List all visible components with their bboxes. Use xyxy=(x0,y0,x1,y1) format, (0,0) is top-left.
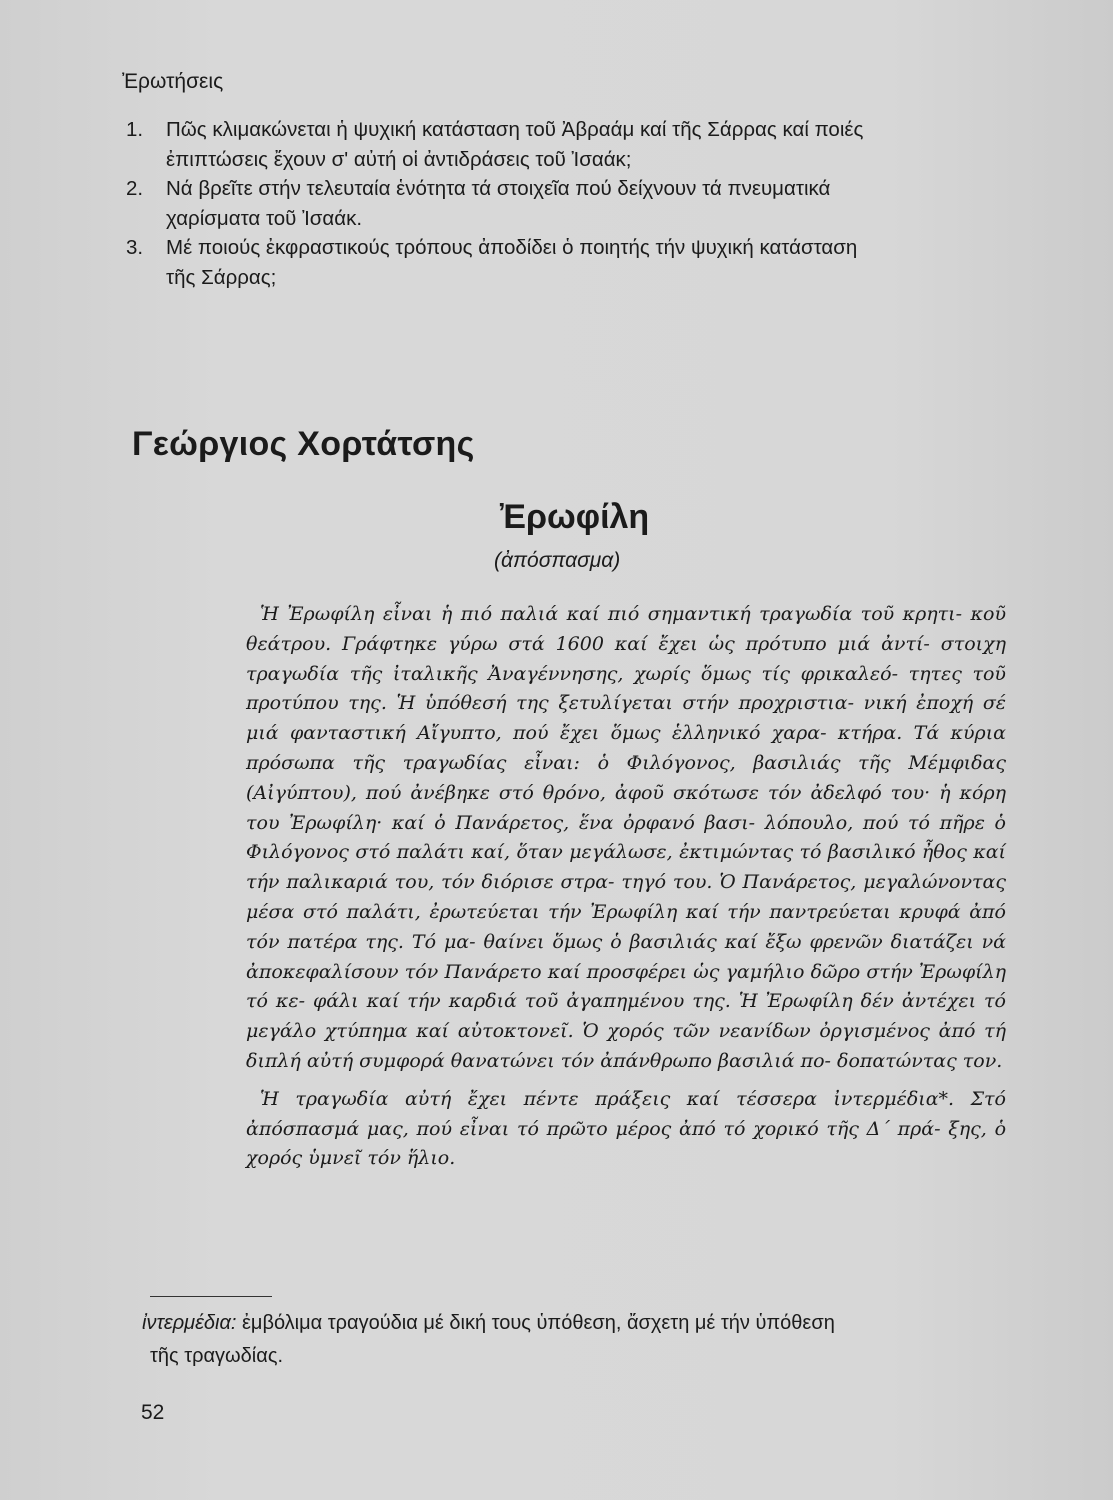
footnote-divider xyxy=(150,1296,272,1297)
author-heading: Γεώργιος Χορτάτσης xyxy=(132,425,475,463)
intro-paragraph xyxy=(246,1085,1006,1174)
intro-line: κτήρα. Τά κύρια πρόσωπα τῆς τραγωδίας εἶναι: ὁ Φιλόγονος, βασιλιάς xyxy=(246,722,1006,774)
work-title: Ἐρωφίλη xyxy=(500,498,650,536)
intro-line: τήν Ἐρωφίλη καί τήν παντρεύεται κρυφά ἀπό τόν πατέρα της. Τό μα- xyxy=(246,900,1006,953)
introduction-text xyxy=(246,600,1006,1174)
question-text-line: ἐπιπτώσεις ἔχουν σ' αὐτή οἱ ἀντιδράσεις τοῦ Ἰσαάκ; xyxy=(166,147,632,171)
question-text-line: Μέ ποιούς ἐκφραστικούς τρόπους ἀποδίδει ὁ ποιητής τήν ψυχική κατάσταση xyxy=(166,236,858,259)
page-number: 52 xyxy=(141,1401,165,1424)
intro-line: ξης, ὁ χορός ὑμνεῖ τόν ἥλιο. xyxy=(246,1117,1007,1170)
question-item xyxy=(126,115,1016,174)
intro-line: τητες τοῦ προτύπου της. Ἡ ὑπόθεσή της ξετυλίγεται στήν προχριστια- xyxy=(246,662,1006,715)
footnote xyxy=(142,1307,1012,1373)
question-text-line: χαρίσματα τοῦ Ἰσαάκ. xyxy=(166,206,363,230)
footnote-continuation: τῆς τραγωδίας. xyxy=(150,1345,284,1367)
intro-line: φάλι καί τήν καρδιά τοῦ ἀγαπημένου της. Ἡ Ἐρωφίλη δέν ἀντέχει τό xyxy=(312,990,1006,1013)
intro-line: τόν Πανάρετο καί προσφέρει ὡς γαμήλιο δῶρο στήν Ἐρωφίλη τό κε- xyxy=(246,960,1006,1013)
intro-line: τῆς Μέμφιδας (Αἰγύπτου), πού ἀνέβηκε στό θρόνο, ἀφοῦ σκότωσε τόν xyxy=(246,751,1006,804)
intro-line: νική ἐποχή σέ μιά φανταστική Αἴγυπτο, πού ἔχει ὅμως ἑλληνικό χαρα- xyxy=(246,692,1006,745)
intro-line: Ἡ τραγωδία αὐτή ἔχει πέντε πράξεις καί τέσσερα ἰντερμέδια*. Στό xyxy=(260,1087,1006,1110)
intro-line: μεγάλο χτύπημα καί αὐτοκτονεῖ. Ὁ χορός τῶν νεανίδων ὀργισμένος xyxy=(246,1020,930,1043)
intro-line: κοῦ θεάτρου. Γράφτηκε γύρω στά 1600 καί ἔχει ὡς πρότυπο μιά ἀντί- xyxy=(246,603,1006,655)
question-number: 1. xyxy=(126,118,144,141)
intro-paragraph xyxy=(246,600,1006,1077)
intro-line: ἀπό τή διπλή αὐτή συμφορά θανατώνει τόν ἀπάνθρωπο βασιλιά πο- xyxy=(246,1020,1006,1072)
questions-list xyxy=(126,115,1016,292)
work-subtitle: (ἀπόσπασμα) xyxy=(494,549,621,572)
intro-line: λόπουλο, πού τό πῆρε ὁ Φιλόγονος στό παλάτι καί, ὅταν μεγάλωσε, xyxy=(246,811,1006,864)
intro-line: δοπατώντας τον. xyxy=(837,1049,1003,1072)
question-text-line: Νά βρεῖτε στήν τελευταία ἑνότητα τά στοιχεῖα πού δείχνουν τά πνευματικά xyxy=(166,177,831,200)
question-number: 2. xyxy=(126,177,144,200)
intro-line: ἀπόσπασμά μας, πού εἶναι τό πρῶτο μέρος ἀπό τό χορικό τῆς Δ΄ πρά- xyxy=(246,1117,941,1140)
intro-line: ἀδελφό του· ἡ κόρη του Ἐρωφίλη· καί ὁ Πανάρετος, ἕνα ὀρφανό βασι- xyxy=(246,781,1006,834)
questions-heading: Ἐρωτήσεις xyxy=(122,70,224,93)
question-item xyxy=(126,233,1016,292)
intro-line: στοιχη τραγωδία τῆς ἰταλικῆς Ἀναγέννησης, χωρίς ὅμως τίς φρικαλεό- xyxy=(246,632,1006,685)
question-number: 3. xyxy=(126,236,144,259)
footnote-definition: ἐμβόλιμα τραγούδια μέ δική τους ὑπόθεση, ἄσχετη μέ τήν ὑπόθεση xyxy=(242,1312,835,1334)
question-text-line: Πῶς κλιμακώνεται ἡ ψυχική κατάσταση τοῦ Ἀβραάμ καί τῆς Σάρρας καί ποιές xyxy=(166,118,864,141)
footnote-term: ἰντερμέδια: xyxy=(142,1312,237,1334)
question-item xyxy=(126,174,1016,233)
intro-line: θαίνει ὅμως ὁ βασιλιάς καί ἔξω φρενῶν διατάζει νά ἀποκεφαλίσουν xyxy=(246,930,1006,983)
intro-line: Ἡ Ἐρωφίλη εἶναι ἡ πιό παλιά καί πιό σημαντική τραγωδία τοῦ κρητι- xyxy=(260,603,963,625)
question-text-line: τῆς Σάρρας; xyxy=(166,265,277,289)
intro-line: τηγό του. Ὁ Πανάρετος, μεγαλώνοντας μέσα στό παλάτι, ἐρωτεύεται xyxy=(246,871,1007,923)
intro-line: ἐκτιμώντας τό βασιλικό ἦθος καί τήν παλικαριά του, τόν διόρισε στρα- xyxy=(246,841,1006,894)
